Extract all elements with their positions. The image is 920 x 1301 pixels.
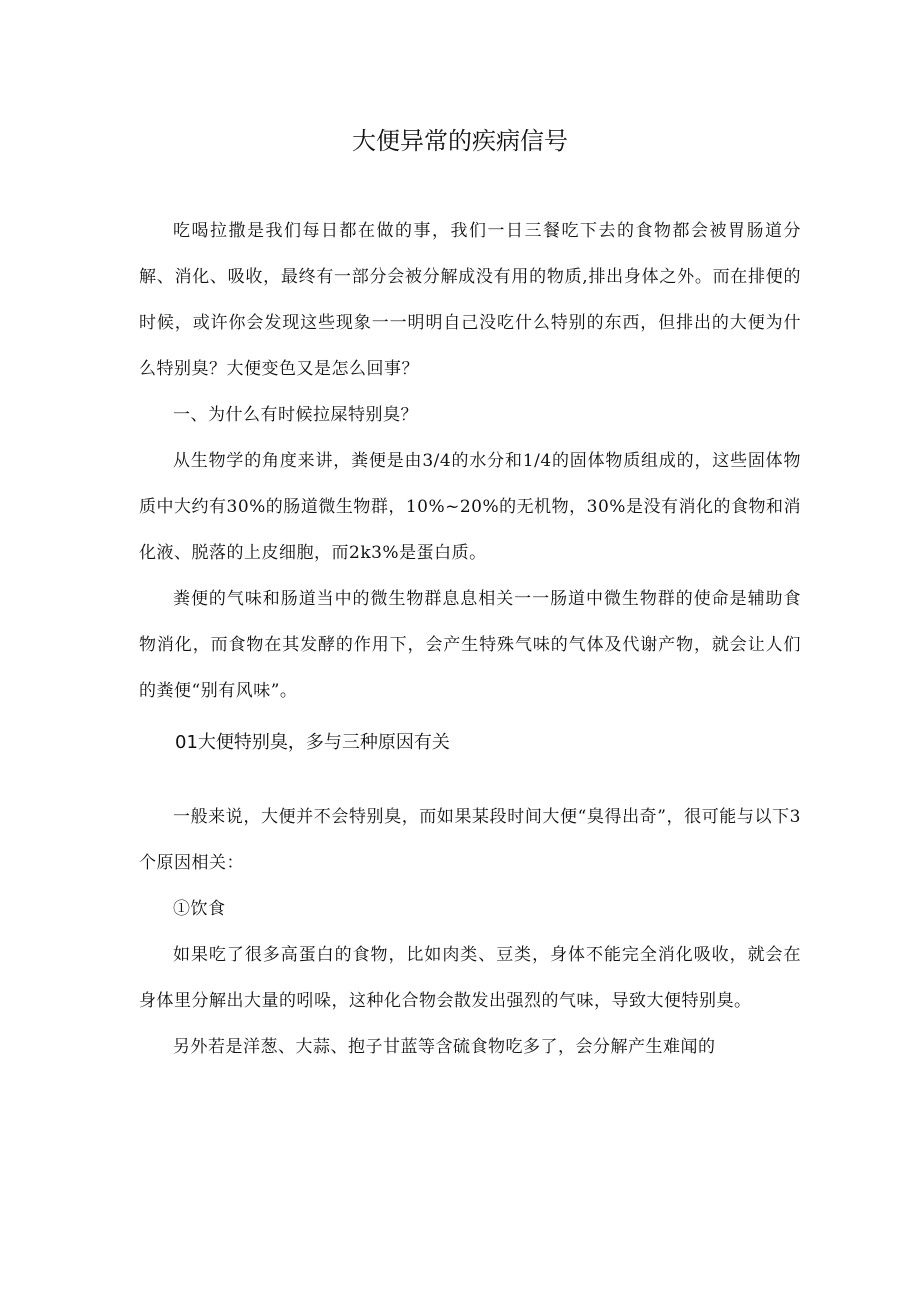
- document-body: [139, 208, 801, 1070]
- diet-label: ①饮食: [173, 899, 226, 919]
- question-heading: 一、为什么有时候拉屎特别臭？: [173, 405, 418, 425]
- section-heading: 01大便特别臭，多与三种原因有关: [175, 732, 450, 753]
- causes-paragraph: 一般来说，大便并不会特别臭，而如果某段时间大便“臭得出奇”，很可能与以下3个原因相关：: [139, 807, 801, 873]
- sulfur-paragraph: 另外若是洋葱、大蒜、抱子甘蓝等含硫食物吃多了，会分解产生难闻的: [173, 1037, 716, 1057]
- composition-paragraph: 从生物学的角度来讲，粪便是由3/4的水分和1/4的固体物质组成的，这些固体物质中大约有30%的肠道微生物群，10%~20%的无机物，30%是没有消化的食物和消化液、脱落的上皮细胞，而2k3%是蛋白质。: [139, 451, 801, 563]
- protein-paragraph: 如果吃了很多高蛋白的食物，比如肉类、豆类，身体不能完全消化吸收，就会在身体里分解出大量的吲哚，这种化合物会散发出强烈的气味，导致大便特别臭。: [139, 945, 801, 1011]
- odor-paragraph: 粪便的气味和肠道当中的微生物群息息相关一一肠道中微生物群的使命是辅助食物消化，而食物在其发酵的作用下，会产生特殊气味的气体及代谢产物，就会让人们的粪便“别有风味”。: [139, 589, 801, 701]
- intro-paragraph: 吃喝拉撒是我们每日都在做的事，我们一日三餐吃下去的食物都会被胃肠道分解、消化、吸收，最终有一部分会被分解成没有用的物质,排出身体之外。而在排便的时候，或许你会发现这些现象一一明明自己没吃什么特别的东西，但排出的大便为什么特别臭？大便变色又是怎么回事？: [139, 221, 801, 379]
- document-title: 大便异常的疾病信号: [352, 127, 568, 155]
